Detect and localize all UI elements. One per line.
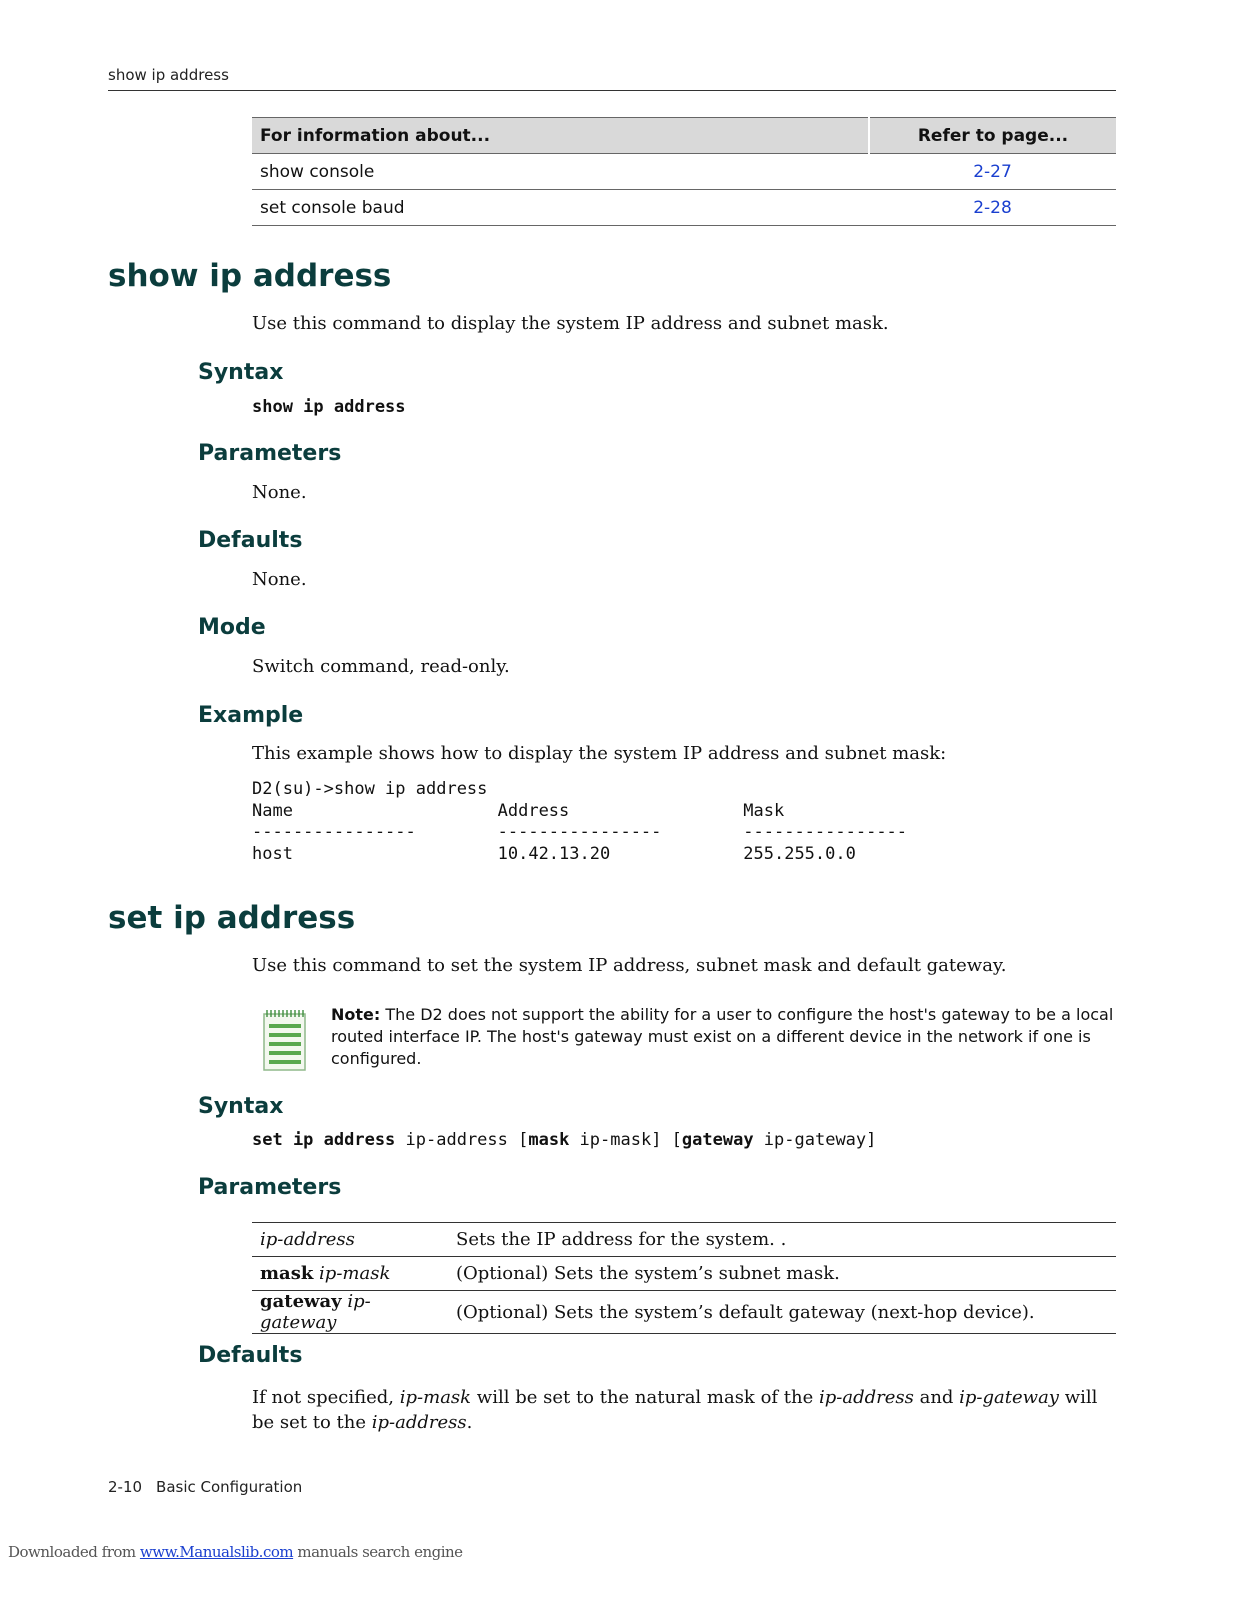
defaults-heading: Defaults: [198, 1343, 303, 1368]
manualslib-link[interactable]: www.Manualslib.com: [139, 1543, 294, 1561]
syntax-arg: ip-mask] [: [569, 1130, 682, 1150]
syntax-arg: ip-address [: [395, 1130, 529, 1150]
note-body: The D2 does not support the ability for a user to configure the host's gateway to be a local routed interface IP. The host's gateway must exist on a different device in the network if one is configured.: [331, 1005, 1114, 1068]
section-title-set-ip: set ip address: [108, 900, 356, 936]
mode-text: Switch command, read-only.: [252, 656, 510, 677]
page-link[interactable]: 2-28: [869, 190, 1116, 226]
note-label: Note:: [331, 1005, 381, 1024]
table-row: [252, 1223, 1116, 1257]
syntax-keyword: mask: [528, 1130, 570, 1150]
example-heading: Example: [198, 703, 304, 728]
show-ip-description: Use this command to display the system IP address and subnet mask.: [252, 313, 889, 334]
section-title-show-ip: show ip address: [108, 258, 392, 294]
header-page: Refer to page...: [869, 118, 1116, 154]
defaults-text: None.: [252, 569, 307, 590]
syntax-heading: Syntax: [198, 1094, 284, 1119]
cli-line: D2(su)->show ip address: [252, 779, 488, 799]
page-link[interactable]: 2-27: [869, 154, 1116, 190]
running-head: show ip address: [108, 66, 229, 84]
page-number: 2-10: [108, 1478, 143, 1496]
param-description: Sets the IP address for the system. .: [448, 1223, 1116, 1257]
header-topic: For information about...: [252, 118, 869, 154]
mode-heading: Mode: [198, 615, 266, 640]
reference-table-header: [252, 118, 1116, 154]
syntax-arg: ip-gateway]: [753, 1130, 877, 1150]
section-name: Basic Configuration: [156, 1478, 303, 1496]
param-description: (Optional) Sets the system’s subnet mask.: [448, 1257, 1116, 1291]
syntax-heading: Syntax: [198, 360, 284, 385]
defaults-heading: Defaults: [198, 528, 303, 553]
set-ip-description: Use this command to set the system IP address, subnet mask and default gateway.: [252, 955, 1007, 976]
table-row: [252, 154, 1116, 190]
param-name: gateway ip-gateway: [252, 1291, 448, 1334]
cli-line: ---------------- ---------------- ----------------: [252, 822, 908, 842]
syntax-command: show ip address: [252, 397, 406, 417]
topic-cell: set console baud: [252, 190, 869, 226]
topic-cell: show console: [252, 154, 869, 190]
reference-table: [252, 117, 1116, 226]
cli-line: Name Address Mask: [252, 800, 785, 821]
example-intro: This example shows how to display the system IP address and subnet mask:: [252, 743, 947, 764]
param-name: mask ip-mask: [252, 1257, 448, 1291]
parameters-heading: Parameters: [198, 1175, 342, 1200]
set-ip-syntax: [252, 1130, 876, 1150]
note-text: [331, 1004, 1121, 1070]
parameters-table: [252, 1222, 1116, 1334]
table-row: [252, 1291, 1116, 1334]
parameters-heading: Parameters: [198, 441, 342, 466]
syntax-keyword: gateway: [681, 1130, 754, 1150]
param-name: ip-address: [252, 1223, 448, 1257]
parameters-text: None.: [252, 482, 307, 503]
table-row: [252, 1257, 1116, 1291]
param-description: (Optional) Sets the system’s default gateway (next-hop device).: [448, 1291, 1116, 1334]
table-row: [252, 190, 1116, 226]
defaults-text: If not specified, ip-mask will be set to the natural mask of the ip-address and ip-gateway will be set to the ip-address.: [252, 1387, 1098, 1433]
note-icon: [262, 1008, 308, 1072]
cli-output: [252, 779, 907, 865]
cli-line: host 10.42.13.20 255.255.0.0: [252, 843, 856, 864]
page-footer: [108, 1478, 302, 1496]
header-rule: [108, 90, 1116, 91]
download-banner: Downloaded from www.Manualslib.com manuals search engine: [8, 1543, 463, 1561]
syntax-cmd: set ip address: [252, 1130, 396, 1150]
